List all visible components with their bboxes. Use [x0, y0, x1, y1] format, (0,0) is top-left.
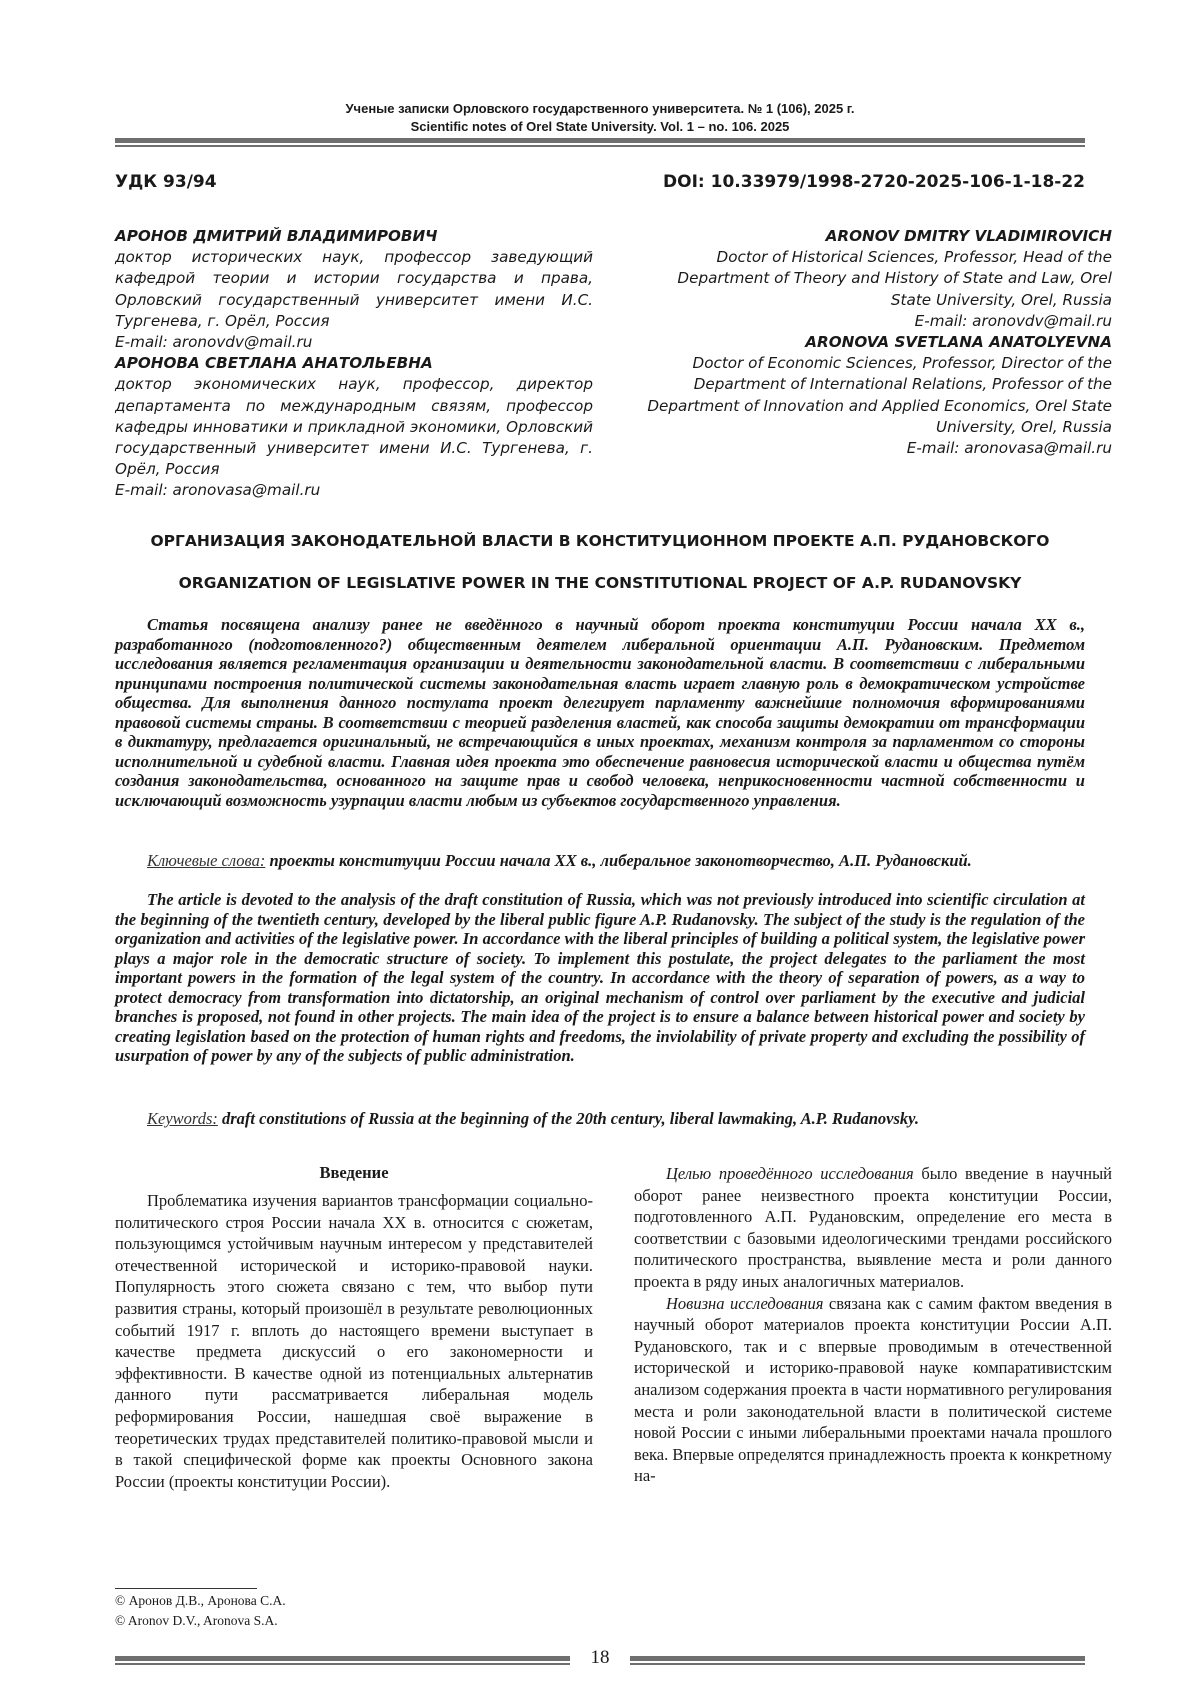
author-2-affiliation-en: Doctor of Economic Sciences, Professor, Director of the Department of International Relations, Professor of the Department of Innovation and Applied Economics, Orel State University, Orel, Russia	[647, 354, 1112, 436]
body-column-right	[634, 1163, 1112, 1487]
header-rule-thick	[115, 138, 1085, 143]
author-1-name-en: ARONOV DMITRY VLADIMIROVICH	[825, 227, 1112, 245]
article-title-en: ORGANIZATION OF LEGISLATIVE POWER IN THE CONSTITUTIONAL PROJECT OF A.P. RUDANOVSKY	[178, 574, 1022, 592]
footer-rule-right-thick	[630, 1656, 1085, 1661]
keywords-label-en: Keywords:	[147, 1109, 218, 1128]
novelty-text: связана как с самим фактом введения в научный оборот материалов проекта конституции России А.П. Рудановского, так и с впервые проводимым в отечественной исторической и историко-правовой науке компаративистским анализом содержания проекта в части нормативного регулирования места и роли законодательной власти в политической системе новой России с иными либеральными проектами начала прошлого века. Впервые определятся принадлежность проекта к конкретному на-	[634, 1293, 1112, 1486]
authors-block-en	[634, 226, 1112, 459]
goal-text: было введение в научный оборот ранее неизвестного проекта конституции России, подготовленного А.П. Рудановским, определение его места в соответствии с базовыми идеологическими трендами российского политического пространства, выявление места и роли данного проекта в ряду иных аналогичных материалов.	[634, 1164, 1112, 1291]
udk-code: УДК 93/94	[115, 172, 217, 192]
author-1-affiliation-ru: доктор исторических наук, профессор заведующий кафедрой теории и истории государства и права, Орловский государственный университет имени И.С. Тургенева, г. Орёл, Россия	[115, 248, 593, 330]
author-1-email-en: E-mail: aronovdv@mail.ru	[914, 311, 1112, 330]
author-2-name-en: ARONOVA SVETLANA ANATOLYEVNA	[805, 333, 1112, 352]
abstract-en: The article is devoted to the analysis of the draft constitution of Russia, which was not previously introduced into scientific circulation at the beginning of the twentieth century, developed by the liberal public figure A.P. Rudanovsky. The subject of the study is the regulation of the organization and activities of the legislative power. In accordance with the liberal principles of building a political system, the legislative power plays a major role in the democratic structure of society. To implement this postulate, the project delegates to the parliament the most important powers in the formation of the legal system of the country. In accordance with the theory of separation of powers, as a way to protect democracy from transformation into dictatorship, an original mechanism of control over parliament by the executive and judicial branches is proposed, not found in other projects. The main idea of the project is to ensure a balance between historical power and society by creating legislation based on the protection of human rights and freedoms, the inviolability of private property and excluding the possibility of usurpation of power by any of the subjects of public administration.	[115, 890, 1085, 1065]
keywords-label-ru: Ключевые слова:	[147, 851, 266, 870]
header-rule-thin	[115, 145, 1085, 147]
goal-paragraph	[634, 1163, 1112, 1293]
page-number: 18	[590, 1647, 610, 1668]
abstract-ru: Статья посвящена анализу ранее не введённого в научный оборот проекта конституции России начала XX в., разработанного (подготовленного?) общественным деятелем либеральной ориентации А.П. Рудановским. Предметом исследования является регламентация организации и деятельности законодательной власти. В соответствии с либеральными принципами построения политической системы законодательная власть играет главную роль в демократическом устройстве общества. Для выполнения данного постулата проект делегирует парламенту важнейшие полномочия вформированиями правовой системы страны. В соответствии с теорией разделения властей, как способа защиты демократии от трансформации в диктатуру, предлагается оригинальный, не встречающийся в иных проектах, механизм контроля за парламентом со стороны исполнительной и судебной власти. Главная идея проекта это обеспечение равновесия исторической власти и общества путём создания законодательства, основанного на защите прав и свобод человека, неприкосновенности частной собственности и исключающий возможность узурпации власти любым из субъектов государственного управления.	[115, 615, 1085, 810]
authors-block-ru	[115, 226, 593, 502]
footer-rule-left-thick	[115, 1656, 570, 1661]
keywords-en	[115, 1109, 1085, 1129]
author-1-name-ru: АРОНОВ ДМИТРИЙ ВЛАДИМИРОВИЧ	[115, 227, 438, 245]
copyright-en: © Aronov D.V., Aronova S.A.	[115, 1613, 278, 1628]
author-1-email-ru: E-mail: aronovdv@mail.ru	[115, 333, 313, 352]
copyright-ru: © Аронов Д.В., Аронова С.А.	[115, 1593, 286, 1608]
author-2-email-en: E-mail: aronovasa@mail.ru	[906, 439, 1112, 458]
author-2-email-ru: E-mail: aronovasa@mail.ru	[115, 481, 321, 500]
goal-lead: Целью проведённого исследования	[666, 1164, 914, 1183]
footnote-separator	[115, 1588, 257, 1589]
journal-header-en: Scientific notes of Orel State University. Vol. 1 – no. 106. 2025	[410, 119, 790, 134]
footer-rule-right-thin	[630, 1663, 1085, 1665]
intro-paragraph: Проблематика изучения вариантов трансформации социально-политического строя России начала XX в. относится с сюжетам, пользующимся устойчивым научным интересом у представителей отечественной исторической и историко-правовой науки. Популярность этого сюжета связано с тем, что выбор пути развития страны, который произошёл в результате революционных событий 1917 г. вплоть до настоящего времени выступает в качестве предмета дискуссий о его закономерности и эффективности. В качестве одной из потенциальных альтернатив данного пути рассматривается либеральная модель реформирования России, нашедшая своё выражение в теоретических трудах представителей политико-правовой мысли и в такой специфической форме как проекты Основного закона России (проекты конституции России).	[115, 1191, 593, 1491]
keywords-text-en: draft constitutions of Russia at the beginning of the 20th century, liberal lawmaking, A.P. Rudanovsky.	[222, 1109, 919, 1128]
author-2-affiliation-ru: доктор экономических наук, профессор, директор департамента по международным связям, профессор кафедры инноватики и прикладной экономики, Орловский государственный университет имени И.С. Тургенева, г. Орёл, Россия	[115, 375, 593, 479]
doi-code: DOI: 10.33979/1998-2720-2025-106-1-18-22	[663, 172, 1085, 192]
body-column-left	[115, 1162, 593, 1492]
novelty-lead: Новизна исследования	[666, 1293, 824, 1313]
footer-rule-left-thin	[115, 1663, 570, 1665]
article-title-ru: ОРГАНИЗАЦИЯ ЗАКОНОДАТЕЛЬНОЙ ВЛАСТИ В КОНСТИТУЦИОННОМ ПРОЕКТЕ А.П. РУДАНОВСКОГО	[150, 532, 1050, 550]
intro-heading: Введение	[319, 1163, 389, 1182]
novelty-paragraph	[634, 1293, 1112, 1487]
keywords-text-ru: проекты конституции России начала XX в., либеральное законотворчество, А.П. Рудановский.	[269, 851, 972, 870]
journal-header-ru: Ученые записки Орловского государственного университета. № 1 (106), 2025 г.	[345, 101, 855, 116]
keywords-ru	[115, 851, 1085, 871]
author-1-affiliation-en: Doctor of Historical Sciences, Professor, Head of the Department of Theory and History of State and Law, Orel State University, Orel, Russia	[677, 248, 1112, 309]
author-2-name-ru: АРОНОВА СВЕТЛАНА АНАТОЛЬЕВНА	[115, 354, 433, 373]
